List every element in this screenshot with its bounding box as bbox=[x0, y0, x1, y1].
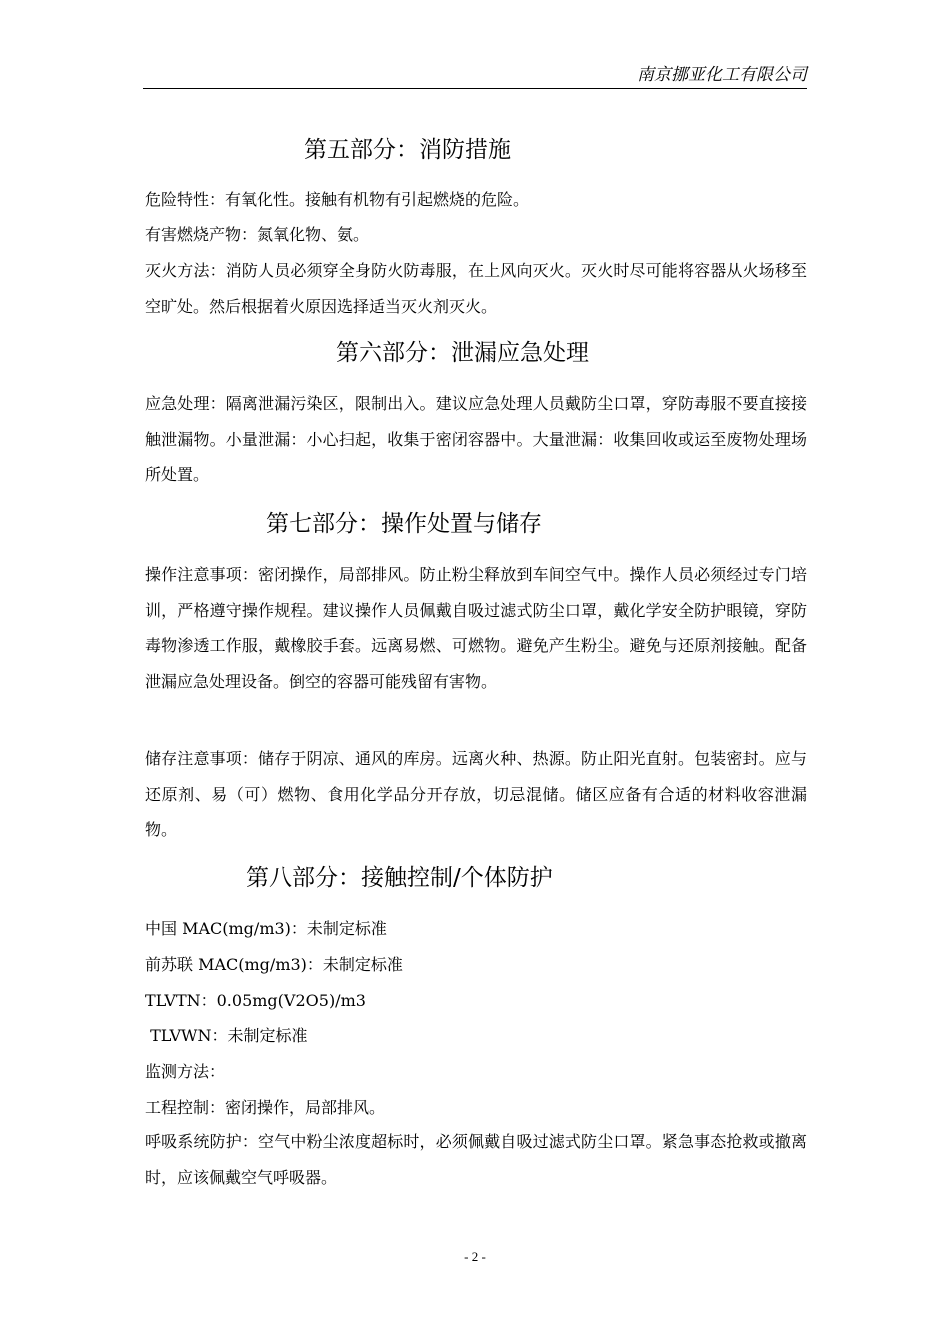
section8-respiratory: 呼吸系统防护：空气中粉尘浓度超标时，必须佩戴自吸过滤式防尘口罩。紧急事态抢救或撤离时，应该佩戴空气呼吸器。 bbox=[145, 1132, 807, 1187]
section8-tlvtn: TLVTN：0.05mg(V2O5)/m3 bbox=[145, 991, 366, 1010]
section8-engineering: 工程控制：密闭操作，局部排风。 bbox=[145, 1098, 386, 1117]
section5-extinguishing: 灭火方法：消防人员必须穿全身防火防毒服，在上风向灭火。灭火时尽可能将容器从火场移至空旷处。然后根据着火原因选择适当灭火剂灭火。 bbox=[145, 261, 807, 316]
section6-title: 第六部分：泄漏应急处理 bbox=[336, 340, 589, 366]
page-number: - 2 - bbox=[464, 1249, 486, 1264]
section6-emergency: 应急处理：隔离泄漏污染区，限制出入。建议应急处理人员戴防尘口罩，穿防毒服不要直接接触泄漏物。小量泄漏：小心扫起，收集于密闭容器中。大量泄漏：收集回收或运至废物处理场所处置。 bbox=[145, 394, 807, 484]
section8-monitoring: 监测方法： bbox=[145, 1062, 226, 1081]
section5-hazard: 危险特性：有氧化性。接触有机物有引起燃烧的危险。 bbox=[145, 190, 530, 209]
section8-ussr-mac: 前苏联 MAC(mg/m3)：未制定标准 bbox=[145, 955, 403, 974]
section8-tlvwn: TLVWN：未制定标准 bbox=[145, 1026, 308, 1045]
section7-operation: 操作注意事项：密闭操作，局部排风。防止粉尘释放到车间空气中。操作人员必须经过专门培训，严格遵守操作规程。建议操作人员佩戴自吸过滤式防尘口罩，戴化学安全防护眼镜，穿防毒物渗透工作服，戴橡胶手套。远离易燃、可燃物。避免产生粉尘。避免与还原剂接触。配备泄漏应急处理设备。倒空的容器可能残留有害物。 bbox=[145, 565, 807, 691]
section7-storage: 储存注意事项：储存于阴凉、通风的库房。远离火种、热源。防止阳光直射。包装密封。应与还原剂、易（可）燃物、食用化学品分开存放，切忌混储。储区应备有合适的材料收容泄漏物。 bbox=[145, 749, 807, 839]
section5-title: 第五部分：消防措施 bbox=[304, 137, 511, 163]
section5-combustion-products: 有害燃烧产物：氮氧化物、氨。 bbox=[145, 225, 370, 244]
section8-title: 第八部分：接触控制/个体防护 bbox=[246, 865, 553, 891]
company-name: 南京挪亚化工有限公司 bbox=[637, 65, 807, 85]
section7-title: 第七部分：操作处置与储存 bbox=[266, 511, 542, 537]
section8-china-mac: 中国 MAC(mg/m3)：未制定标准 bbox=[145, 919, 387, 938]
page-header bbox=[143, 64, 807, 89]
